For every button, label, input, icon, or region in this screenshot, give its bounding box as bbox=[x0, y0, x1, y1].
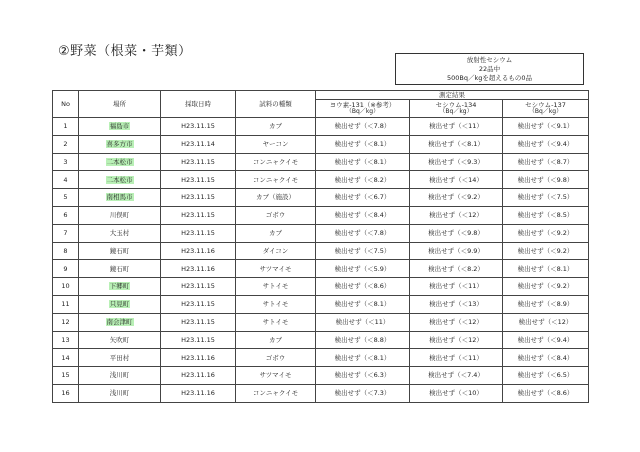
header-cs134-unit: （Bq／kg） bbox=[439, 108, 473, 116]
cell-cs134: 検出せず（＜7.4） bbox=[410, 367, 503, 385]
summary-line-3: 500Bq／kgを超えるもの0品 bbox=[446, 74, 533, 82]
cell-cs137: 検出せず（＜9.2） bbox=[503, 242, 589, 260]
header-cs137-unit: （Bq／kg） bbox=[528, 108, 563, 116]
cell-iodine: 検出せず（＜8.8） bbox=[316, 331, 410, 349]
cell-iodine: 検出せず（＜11） bbox=[316, 313, 410, 331]
cell-cs134: 検出せず（＜12） bbox=[410, 313, 503, 331]
header-cs134 bbox=[410, 100, 503, 118]
cell-place bbox=[79, 224, 161, 242]
cell-no: 3 bbox=[53, 153, 79, 171]
cell-date: H23.11.16 bbox=[161, 349, 236, 367]
cell-sample: ダイコン bbox=[236, 242, 316, 260]
cell-cs137: 検出せず（＜9.2） bbox=[503, 224, 589, 242]
cell-cs134: 検出せず（＜9.8） bbox=[410, 224, 503, 242]
cell-no: 5 bbox=[53, 189, 79, 207]
table-row bbox=[53, 295, 589, 313]
cell-sample: カブ bbox=[236, 224, 316, 242]
cell-sample: コンニャクイモ bbox=[236, 384, 316, 402]
table-row bbox=[53, 135, 589, 153]
cell-iodine: 検出せず（＜8.1） bbox=[316, 295, 410, 313]
table-row bbox=[53, 206, 589, 224]
cell-sample: ヤーコン bbox=[236, 135, 316, 153]
place-label: 只見町 bbox=[109, 300, 130, 309]
cell-cs134: 検出せず（＜9.9） bbox=[410, 242, 503, 260]
cell-date: H23.11.15 bbox=[161, 118, 236, 136]
cell-iodine: 検出せず（＜7.8） bbox=[316, 224, 410, 242]
cell-iodine: 検出せず（＜7.3） bbox=[316, 384, 410, 402]
table-row bbox=[53, 313, 589, 331]
cell-place bbox=[79, 278, 161, 296]
cell-cs137: 検出せず（＜8.5） bbox=[503, 206, 589, 224]
cell-date: H23.11.15 bbox=[161, 331, 236, 349]
cell-cs137: 検出せず（＜7.5） bbox=[503, 189, 589, 207]
cell-sample: ゴボウ bbox=[236, 349, 316, 367]
cell-iodine: 検出せず（＜5.9） bbox=[316, 260, 410, 278]
summary-box bbox=[395, 53, 584, 85]
cell-place bbox=[79, 118, 161, 136]
cell-place bbox=[79, 349, 161, 367]
header-no: No bbox=[53, 91, 79, 118]
cell-no: 16 bbox=[53, 384, 79, 402]
header-place: 場所 bbox=[79, 91, 161, 118]
cell-sample: カブ bbox=[236, 331, 316, 349]
cell-place bbox=[79, 206, 161, 224]
cell-cs134: 検出せず（＜12） bbox=[410, 331, 503, 349]
summary-line-2: 22品中 bbox=[478, 65, 501, 73]
cell-no: 11 bbox=[53, 295, 79, 313]
cell-cs134: 検出せず（＜11） bbox=[410, 278, 503, 296]
cell-cs137: 検出せず（＜12） bbox=[503, 313, 589, 331]
cell-cs134: 検出せず（＜9.3） bbox=[410, 153, 503, 171]
cell-date: H23.11.16 bbox=[161, 260, 236, 278]
cell-sample: サトイモ bbox=[236, 295, 316, 313]
cell-iodine: 検出せず（＜7.5） bbox=[316, 242, 410, 260]
table-row bbox=[53, 278, 589, 296]
cell-date: H23.11.15 bbox=[161, 171, 236, 189]
cell-date: H23.11.15 bbox=[161, 313, 236, 331]
cell-place bbox=[79, 242, 161, 260]
header-cs134-label: セシウム-134 bbox=[435, 100, 477, 109]
cell-sample: ゴボウ bbox=[236, 206, 316, 224]
cell-date: H23.11.14 bbox=[161, 135, 236, 153]
place-label: 二本松市 bbox=[106, 175, 133, 184]
cell-date: H23.11.15 bbox=[161, 206, 236, 224]
summary-line-1: 放射性セシウム bbox=[466, 56, 513, 64]
cell-no: 14 bbox=[53, 349, 79, 367]
cell-iodine: 検出せず（＜8.1） bbox=[316, 349, 410, 367]
cell-cs137: 検出せず（＜8.4） bbox=[503, 349, 589, 367]
place-label: 下郷町 bbox=[109, 282, 130, 291]
cell-cs134: 検出せず（＜11） bbox=[410, 349, 503, 367]
place-label: 鏡石町 bbox=[109, 264, 130, 273]
table-row bbox=[53, 118, 589, 136]
cell-date: H23.11.15 bbox=[161, 278, 236, 296]
cell-no: 8 bbox=[53, 242, 79, 260]
cell-sample: コンニャクイモ bbox=[236, 153, 316, 171]
cell-no: 13 bbox=[53, 331, 79, 349]
cell-cs137: 検出せず（＜9.4） bbox=[503, 331, 589, 349]
place-label: 浅川町 bbox=[109, 371, 130, 380]
place-label: 浅川町 bbox=[109, 389, 130, 398]
cell-place bbox=[79, 295, 161, 313]
page-title: ②野菜（根菜・芋類） bbox=[58, 44, 192, 59]
table-row bbox=[53, 242, 589, 260]
cell-cs137: 検出せず（＜6.5） bbox=[503, 367, 589, 385]
cell-date: H23.11.15 bbox=[161, 189, 236, 207]
place-label: 平田村 bbox=[109, 353, 130, 362]
place-label: 鏡石町 bbox=[109, 246, 130, 255]
cell-cs134: 検出せず（＜14） bbox=[410, 171, 503, 189]
cell-sample: カブ（施設） bbox=[236, 189, 316, 207]
header-date: 採取日時 bbox=[161, 91, 236, 118]
table-row bbox=[53, 260, 589, 278]
cell-no: 7 bbox=[53, 224, 79, 242]
cell-place bbox=[79, 384, 161, 402]
cell-no: 12 bbox=[53, 313, 79, 331]
cell-place bbox=[79, 171, 161, 189]
header-cs137 bbox=[503, 100, 589, 118]
cell-date: H23.11.16 bbox=[161, 384, 236, 402]
cell-cs134: 検出せず（＜8.2） bbox=[410, 260, 503, 278]
header-iodine bbox=[316, 100, 410, 118]
cell-cs134: 検出せず（＜13） bbox=[410, 295, 503, 313]
header-measurement: 測定結果 bbox=[316, 91, 589, 100]
cell-place bbox=[79, 135, 161, 153]
place-label: 大玉村 bbox=[109, 228, 130, 237]
place-label: 南相馬市 bbox=[106, 193, 133, 202]
cell-iodine: 検出せず（＜8.1） bbox=[316, 135, 410, 153]
cell-no: 10 bbox=[53, 278, 79, 296]
place-label: 喜多方市 bbox=[106, 139, 133, 148]
cell-no: 9 bbox=[53, 260, 79, 278]
cell-cs137: 検出せず（＜9.1） bbox=[503, 118, 589, 136]
cell-place bbox=[79, 367, 161, 385]
cell-cs137: 検出せず（＜8.6） bbox=[503, 384, 589, 402]
cell-sample: サトイモ bbox=[236, 278, 316, 296]
cell-no: 4 bbox=[53, 171, 79, 189]
place-label: 福島市 bbox=[109, 122, 130, 131]
cell-iodine: 検出せず（＜8.6） bbox=[316, 278, 410, 296]
cell-date: H23.11.15 bbox=[161, 224, 236, 242]
header-iodine-unit: （Bq／kg） bbox=[345, 108, 380, 116]
table-row bbox=[53, 224, 589, 242]
place-label: 南会津町 bbox=[106, 317, 133, 326]
cell-cs134: 検出せず（＜8.1） bbox=[410, 135, 503, 153]
cell-iodine: 検出せず（＜8.1） bbox=[316, 153, 410, 171]
cell-place bbox=[79, 153, 161, 171]
cell-date: H23.11.16 bbox=[161, 242, 236, 260]
cell-cs137: 検出せず（＜8.7） bbox=[503, 153, 589, 171]
cell-sample: カブ bbox=[236, 118, 316, 136]
table-row bbox=[53, 349, 589, 367]
cell-sample: コンニャクイモ bbox=[236, 171, 316, 189]
cell-iodine: 検出せず（＜6.7） bbox=[316, 189, 410, 207]
table-row bbox=[53, 384, 589, 402]
cell-cs134: 検出せず（＜9.2） bbox=[410, 189, 503, 207]
cell-iodine: 検出せず（＜8.4） bbox=[316, 206, 410, 224]
place-label: 川俣町 bbox=[109, 211, 130, 220]
cell-place bbox=[79, 260, 161, 278]
cell-no: 2 bbox=[53, 135, 79, 153]
table-row bbox=[53, 171, 589, 189]
cell-cs137: 検出せず（＜9.8） bbox=[503, 171, 589, 189]
cell-place bbox=[79, 189, 161, 207]
cell-iodine: 検出せず（＜6.3） bbox=[316, 367, 410, 385]
cell-sample: サツマイモ bbox=[236, 260, 316, 278]
cell-date: H23.11.16 bbox=[161, 367, 236, 385]
place-label: 二本松市 bbox=[106, 157, 133, 166]
header-iodine-label: ヨウ素-131（※参考） bbox=[329, 100, 396, 109]
table-row bbox=[53, 153, 589, 171]
header-cs137-label: セシウム-137 bbox=[525, 100, 566, 109]
cell-cs137: 検出せず（＜8.9） bbox=[503, 295, 589, 313]
results-table bbox=[52, 90, 589, 403]
table-row bbox=[53, 189, 589, 207]
cell-date: H23.11.15 bbox=[161, 295, 236, 313]
cell-cs137: 検出せず（＜9.2） bbox=[503, 278, 589, 296]
cell-cs137: 検出せず（＜8.1） bbox=[503, 260, 589, 278]
cell-cs134: 検出せず（＜10） bbox=[410, 384, 503, 402]
cell-cs134: 検出せず（＜12） bbox=[410, 206, 503, 224]
cell-place bbox=[79, 313, 161, 331]
cell-cs137: 検出せず（＜9.4） bbox=[503, 135, 589, 153]
cell-date: H23.11.15 bbox=[161, 153, 236, 171]
cell-iodine: 検出せず（＜7.8） bbox=[316, 118, 410, 136]
header-sample: 試料の種類 bbox=[236, 91, 316, 118]
table-row bbox=[53, 331, 589, 349]
cell-iodine: 検出せず（＜8.2） bbox=[316, 171, 410, 189]
table-row bbox=[53, 367, 589, 385]
cell-no: 15 bbox=[53, 367, 79, 385]
cell-cs134: 検出せず（＜11） bbox=[410, 118, 503, 136]
place-label: 矢吹町 bbox=[109, 335, 130, 344]
cell-place bbox=[79, 331, 161, 349]
cell-no: 1 bbox=[53, 118, 79, 136]
cell-sample: サツマイモ bbox=[236, 367, 316, 385]
cell-sample: サトイモ bbox=[236, 313, 316, 331]
cell-no: 6 bbox=[53, 206, 79, 224]
